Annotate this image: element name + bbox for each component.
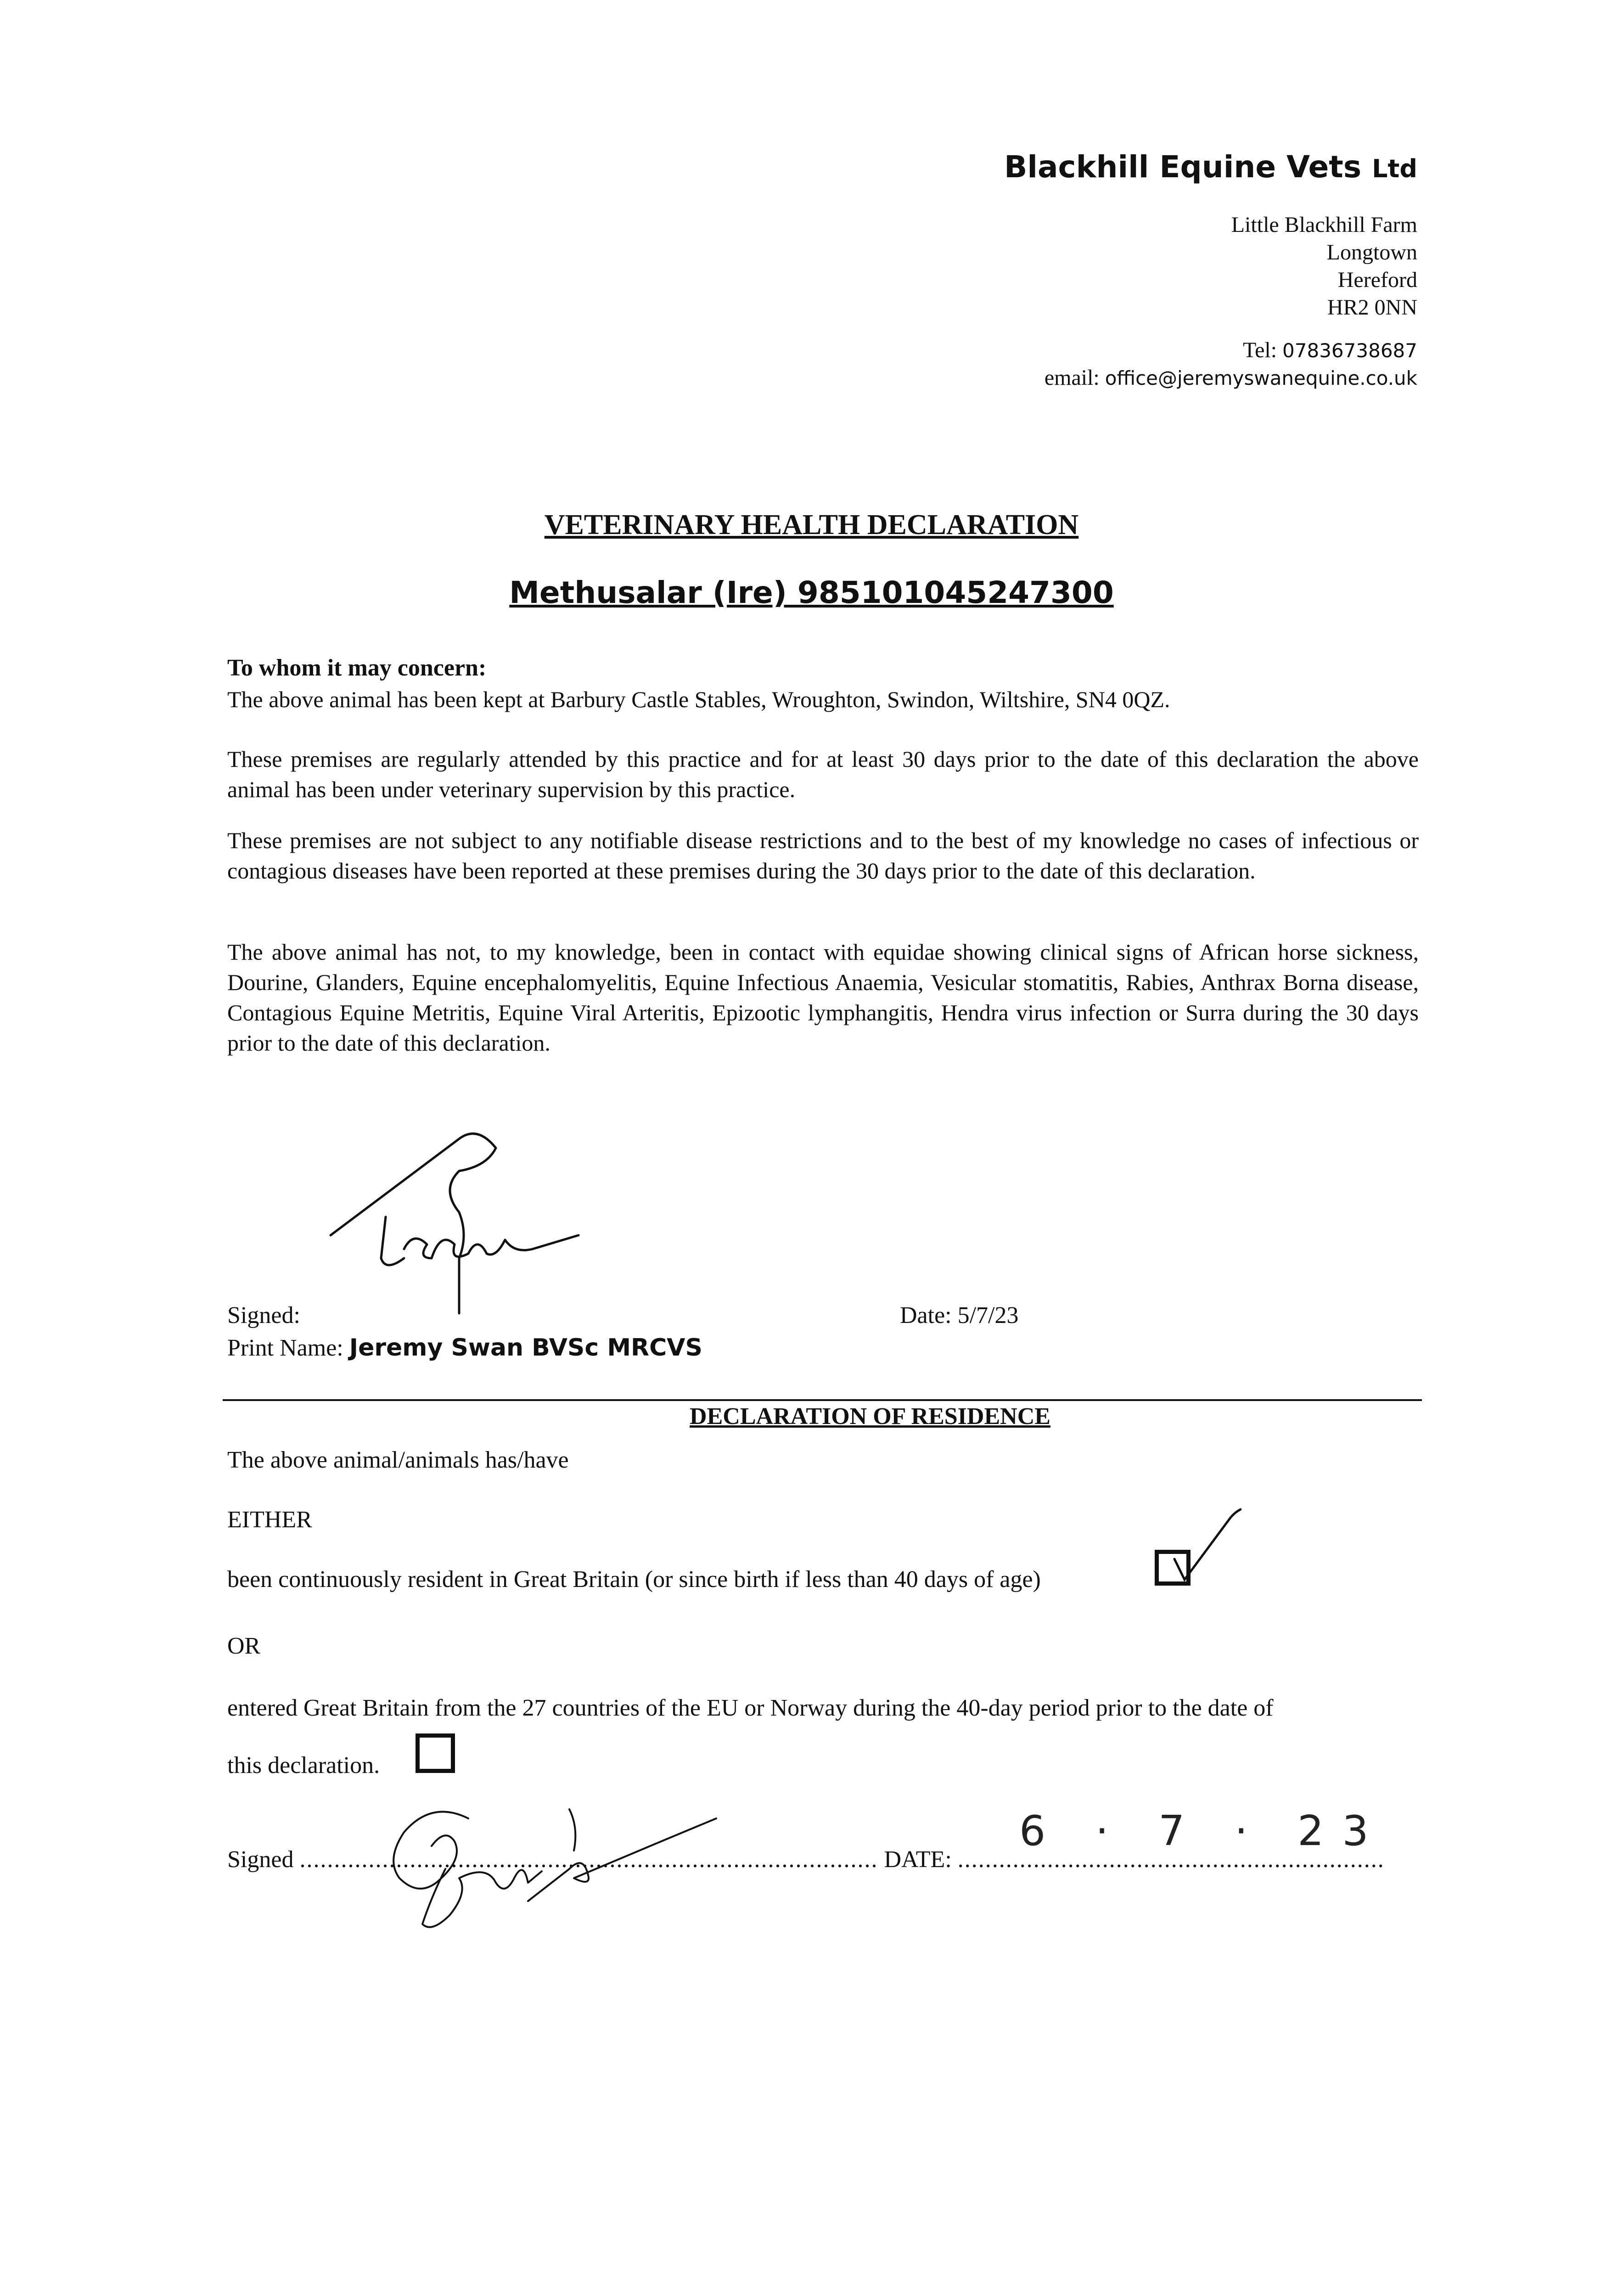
print-name-value: Jeremy Swan BVSc MRCVS — [349, 1334, 702, 1362]
vet-date — [900, 1302, 1019, 1329]
date-dotted-line: .............................................................. — [957, 1846, 1385, 1873]
company-name-text: Blackhill Equine Vets — [1004, 149, 1362, 185]
telephone — [1243, 338, 1417, 363]
company-name — [1004, 149, 1417, 185]
disease-contact-paragraph: The above animal has not, to my knowledge, been in contact with equidae showing clinical signs of African horse sickness, Dourine, Glanders, Equine encephalomyelitis, Equine Infectious Anaemia, Vesicular stomatitis, Rabies, Anthrax Borna disease, Contagious Equine Metritis, Equine Viral Arteritis, Epizootic lymphangitis, Hendra virus infection or Surra during the 30 days prior to the date of this declaration. — [227, 939, 1419, 1056]
restrictions-paragraph: These premises are not subject to any notifiable disease restrictions and to the best of my knowledge no cases of infectious or contagious diseases have been reported at these premises during the 30 days prior to the date of this declaration. — [227, 827, 1419, 884]
email — [1045, 365, 1417, 390]
supervision-paragraph: These premises are regularly attended by this practice and for at least 30 days prior to the date of this declaration the above animal has been under veterinary supervision by this practice. — [227, 746, 1419, 802]
email-label: email: — [1044, 366, 1100, 390]
salutation: To whom it may concern: — [227, 655, 487, 681]
vet-signature — [321, 1120, 597, 1327]
either-label: EITHER — [227, 1507, 312, 1533]
email-value: office@jeremyswanequine.co.uk — [1105, 367, 1417, 389]
owner-signed-label: Signed — [227, 1846, 294, 1873]
tel-value: 07836738687 — [1282, 339, 1417, 362]
address-line-4: HR2 0NN — [1327, 295, 1417, 320]
address-line-1: Little Blackhill Farm — [1231, 213, 1417, 237]
section-divider — [223, 1399, 1422, 1401]
animal-identifier: Methusalar (Ire) 985101045247300 — [509, 575, 1114, 610]
vet-signed-label: Signed: — [227, 1302, 300, 1328]
print-name-label: Print Name: — [227, 1335, 343, 1361]
vet-date-value: 5/7/23 — [957, 1302, 1019, 1328]
residence-intro: The above animal/animals has/have — [227, 1447, 569, 1473]
owner-date-label: DATE: — [884, 1846, 952, 1873]
signature-dotted-line: .................................................................................... — [299, 1846, 878, 1873]
owner-handwritten-date: 6 · 7 · 23 — [1019, 1807, 1387, 1855]
owner-signature — [376, 1791, 725, 1938]
company-suffix: Ltd — [1372, 154, 1417, 183]
premises-statement: The above animal has been kept at Barbury Castle Stables, Wroughton, Swindon, Wiltshire, SN4 0QZ. — [227, 687, 1170, 712]
option-entered-checkbox[interactable] — [416, 1733, 455, 1773]
address-line-3: Hereford — [1337, 268, 1417, 292]
address-line-2: Longtown — [1326, 240, 1417, 264]
vet-date-label: Date: — [900, 1302, 952, 1328]
print-name-line — [227, 1334, 702, 1362]
option-resident-checkmark — [1162, 1508, 1244, 1587]
tel-label: Tel: — [1243, 338, 1277, 362]
option-resident-text: been continuously resident in Great Britain (or since birth if less than 40 days of age) — [227, 1566, 1041, 1593]
residence-title: DECLARATION OF RESIDENCE — [690, 1403, 1050, 1429]
option-entered-text-line2: this declaration. — [227, 1752, 380, 1778]
or-label: OR — [227, 1633, 261, 1659]
option-entered-text-line1: entered Great Britain from the 27 countries of the EU or Norway during the 40-day period prior to the date of — [227, 1695, 1274, 1721]
document-title: VETERINARY HEALTH DECLARATION — [544, 509, 1079, 540]
